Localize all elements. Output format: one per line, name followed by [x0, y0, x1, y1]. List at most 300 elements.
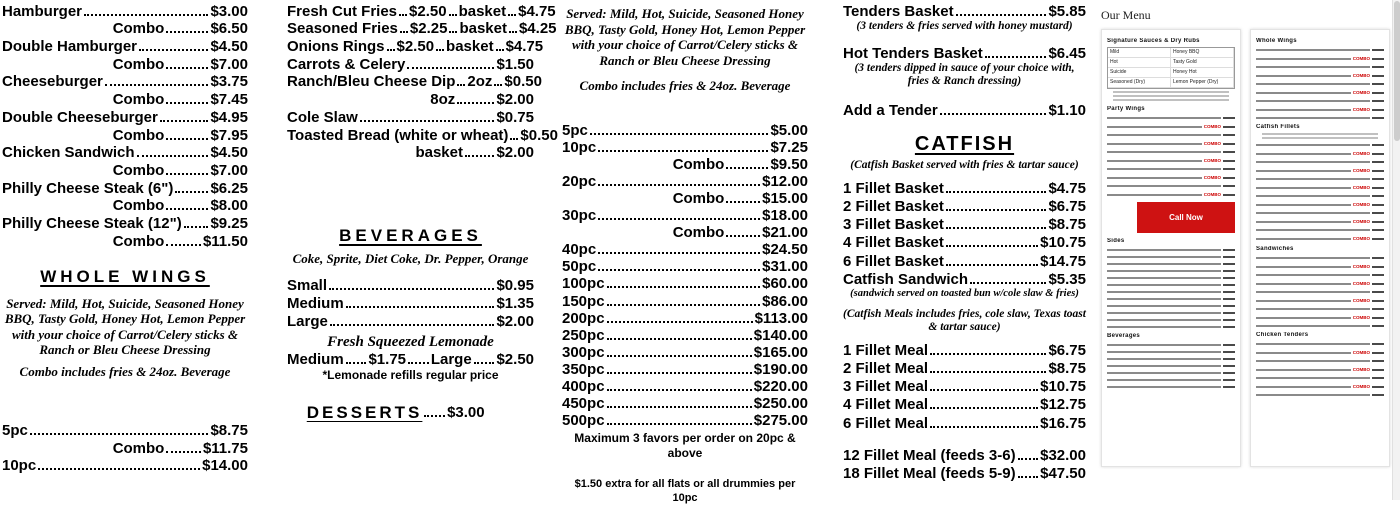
menu-row [415, 144, 534, 162]
dot-leader [930, 353, 1046, 355]
combo-label: COMBO [1352, 90, 1370, 95]
thumb-price-mark [1372, 343, 1384, 345]
item-price: $8.00 [210, 197, 248, 215]
dot-leader [436, 49, 444, 51]
thumb-text-line [1256, 170, 1351, 172]
thumb-text-line [1107, 351, 1221, 353]
thumb-menu-row [1256, 325, 1384, 327]
menu-row [843, 446, 1086, 464]
combo-label: COMBO [1352, 384, 1370, 389]
item-price: $0.50 [520, 126, 558, 144]
item-price: $6.45 [1048, 44, 1086, 62]
thumb-text-line [1256, 291, 1370, 293]
item-name: Hamburger [2, 2, 83, 20]
item-price: $10.75 [1040, 378, 1086, 396]
item-price: $3.75 [210, 73, 248, 91]
thumb-price-mark [1223, 344, 1235, 346]
thumb-price-mark [1223, 305, 1235, 307]
item-name: Fresh Cut Fries [287, 2, 398, 20]
thumb-text-line [1107, 249, 1221, 251]
thumb-menu-row [1107, 365, 1235, 367]
thumb-price-mark [1372, 144, 1384, 146]
menu-row [562, 361, 808, 378]
item-name: Philly Cheese Steak (12") [2, 214, 182, 232]
menu-row [113, 439, 248, 457]
combo-label: COMBO [1352, 281, 1370, 286]
thumb-menu-row [1107, 175, 1235, 180]
dot-leader [346, 362, 367, 364]
dot-leader [598, 150, 768, 152]
menu-row [2, 2, 248, 20]
item-name: Large [430, 351, 472, 369]
dot-leader [166, 67, 208, 69]
thumb-menu-row [1256, 56, 1384, 61]
item-price: $4.50 [210, 144, 248, 162]
thumb-note-line [1262, 137, 1378, 139]
menu-row [843, 179, 1086, 197]
thumb-menu-row [1107, 351, 1235, 353]
thumb-text-line [1107, 270, 1221, 272]
item-name: 100pc [562, 275, 605, 293]
combo-label: COMBO [1352, 219, 1370, 224]
thumb-menu-row [1256, 229, 1384, 231]
thumb-menu-row [1107, 158, 1235, 163]
thumb-text-line [1256, 58, 1351, 60]
item-price: $6.50 [210, 20, 248, 38]
item-name: 50pc [562, 258, 597, 276]
dot-leader [408, 362, 429, 364]
menu-row [287, 277, 534, 295]
item-name: Combo [112, 20, 165, 38]
thumb-section-title: Sides [1107, 238, 1125, 244]
thumb-text-line [1256, 204, 1351, 206]
item-price: $6.75 [1048, 197, 1086, 215]
thumb-price-mark [1372, 291, 1384, 293]
item-price: $0.75 [496, 108, 534, 126]
dot-leader [399, 14, 407, 16]
combo-label: COMBO [1203, 192, 1221, 197]
thumb-menu-row [1107, 151, 1235, 153]
thumb-text-line [1107, 126, 1202, 128]
thumb-price-mark [1372, 92, 1384, 94]
sauce-name: Hot [1108, 58, 1171, 68]
dot-leader [946, 245, 1038, 247]
item-price: $7.00 [210, 55, 248, 73]
thumb-menu-row [1256, 298, 1384, 303]
menu-note: Combo includes fries & 24oz. Beverage [19, 363, 231, 379]
thumb-price-mark [1372, 49, 1384, 51]
item-price: $12.00 [762, 172, 808, 190]
dot-leader [940, 113, 1047, 115]
thumb-menu-row [1256, 394, 1384, 396]
thumb-price-mark [1223, 386, 1235, 388]
combo-label: COMBO [1203, 124, 1221, 129]
thumb-price-mark [1223, 117, 1235, 119]
dot-leader [946, 209, 1047, 211]
item-name: Ranch/Bleu Cheese Dip [287, 73, 456, 91]
scrollbar[interactable] [1392, 0, 1400, 500]
thumb-text-line [1256, 83, 1370, 85]
thumb-text-line [1256, 274, 1370, 276]
dot-leader [726, 235, 760, 237]
menu-row [562, 395, 808, 412]
thumb-menu-row [1107, 249, 1235, 251]
item-name: 30pc [562, 207, 597, 225]
item-price: $4.25 [518, 20, 557, 38]
dot-leader [607, 321, 753, 323]
menu-thumbnail-page-2[interactable] [1250, 29, 1390, 467]
thumb-text-line [1107, 284, 1221, 286]
menu-row [673, 224, 808, 241]
thumb-section [1256, 332, 1384, 396]
dot-leader [175, 191, 208, 193]
thumb-menu-row [1256, 291, 1384, 293]
menu-row [113, 126, 248, 144]
dot-leader [930, 371, 1046, 373]
item-name: 1 Fillet Basket [843, 179, 944, 197]
combo-label: COMBO [1203, 158, 1221, 163]
thumb-text-line [1256, 109, 1351, 111]
thumb-menu-row [1256, 202, 1384, 207]
thumb-menu-row [1256, 117, 1384, 119]
dot-leader [137, 155, 209, 157]
dot-leader [946, 264, 1038, 266]
thumb-menu-row [1256, 195, 1384, 197]
item-name: 150pc [562, 292, 605, 310]
thumb-price-mark [1372, 204, 1384, 206]
item-name: 2 Fillet Basket [843, 197, 944, 215]
thumb-text-line [1256, 92, 1351, 94]
sauce-name: Seasoned (Dry) [1108, 78, 1171, 88]
item-name: 4 Fillet Meal [843, 396, 929, 414]
item-price: $4.75 [505, 38, 544, 56]
thumb-price-mark [1223, 134, 1235, 136]
thumb-text-line [1107, 312, 1221, 314]
menu-row [843, 197, 1086, 215]
item-price: $60.00 [762, 275, 808, 293]
dot-leader [166, 173, 208, 175]
dot-leader [607, 372, 752, 374]
dot-leader [166, 138, 208, 140]
thumb-price-mark [1223, 365, 1235, 367]
thumb-text-line [1256, 283, 1351, 285]
dot-leader [330, 324, 495, 326]
thumb-text-line [1256, 75, 1351, 77]
thumb-text-line [1256, 266, 1351, 268]
item-price: $165.00 [753, 343, 808, 361]
menu-row [843, 270, 1086, 288]
thumb-menu-row [1107, 305, 1235, 307]
thumb-price-mark [1372, 187, 1384, 189]
item-name: 3 Fillet Meal [843, 378, 929, 396]
item-price: $21.00 [762, 224, 808, 242]
item-name: Toasted Bread (white or wheat) [287, 126, 509, 144]
thumb-text-line [1107, 168, 1221, 170]
item-price: $10.75 [1040, 234, 1086, 252]
menu-row [287, 2, 556, 20]
dot-leader [407, 67, 494, 69]
item-price: $9.50 [770, 155, 808, 173]
menu-row [562, 275, 808, 292]
thumb-text-line [1107, 160, 1202, 162]
thumb-price-mark [1372, 386, 1384, 388]
thumb-menu-row [1107, 263, 1235, 265]
dot-leader [105, 84, 209, 86]
item-name: Combo [672, 155, 725, 173]
item-price: $7.95 [210, 126, 248, 144]
dot-leader [607, 406, 752, 408]
thumb-menu-row [1256, 144, 1384, 146]
dot-leader [387, 49, 395, 51]
item-name: Philly Cheese Steak (6") [2, 179, 174, 197]
thumb-menu-row [1107, 344, 1235, 346]
thumb-menu-row [1107, 141, 1235, 146]
thumb-text-line [1107, 263, 1221, 265]
thumb-text-line [1107, 291, 1221, 293]
thumb-menu-row [1107, 192, 1235, 197]
thumb-price-mark [1223, 194, 1235, 196]
thumb-price-mark [1223, 126, 1235, 128]
item-price: $3.00 [447, 404, 485, 422]
item-name: Small [287, 277, 328, 295]
item-price: $0.95 [496, 277, 534, 295]
thumb-section [1107, 38, 1235, 101]
thumb-price-mark [1372, 212, 1384, 214]
menu-note: Served: Mild, Hot, Suicide, Seasoned Honey BBQ, Tasty Gold, Honey Hot, Lemon Pepper with your choice of Carrot/Celery sticks & Ranch or Bleu Cheese Dressing [564, 6, 806, 68]
thumb-section-title: Chicken Tenders [1256, 332, 1309, 338]
menu-row [2, 144, 248, 162]
item-price: $6.25 [210, 179, 248, 197]
item-name: Hot Tenders Basket [843, 44, 983, 62]
item-price: $16.75 [1040, 414, 1086, 432]
thumb-menu-row [1256, 360, 1384, 362]
menu-row [843, 251, 1086, 269]
menu-row [562, 412, 808, 429]
item-price: $1.50 [496, 55, 534, 73]
thumb-section-title: Party Wings [1107, 106, 1145, 112]
item-name: 3 Fillet Basket [843, 216, 944, 234]
thumb-price-mark [1372, 75, 1384, 77]
dot-leader [424, 415, 445, 417]
thumb-price-mark [1372, 325, 1384, 327]
thumb-menu-row [1256, 90, 1384, 95]
section-header: WHOLE WINGS [40, 266, 210, 286]
thumb-text-line [1256, 352, 1351, 354]
item-price: 2oz [467, 73, 493, 91]
thumb-text-line [1107, 358, 1221, 360]
item-price: $7.45 [210, 91, 248, 109]
thumb-menu-row [1107, 117, 1235, 119]
item-price: $11.50 [202, 232, 248, 250]
dot-leader [449, 31, 457, 33]
thumb-menu-row [1107, 134, 1235, 136]
dot-leader [726, 167, 768, 169]
item-price: $1.10 [1048, 102, 1086, 120]
item-price: $4.75 [518, 2, 556, 20]
item-name: 10pc [2, 457, 37, 475]
thumb-price-mark [1223, 319, 1235, 321]
combo-label: COMBO [1352, 56, 1370, 61]
dot-leader [590, 133, 769, 135]
thumb-menu-row [1256, 236, 1384, 241]
menu-row [562, 258, 808, 275]
menu-row [843, 233, 1086, 251]
dot-leader [346, 306, 495, 308]
thumb-menu-row [1256, 66, 1384, 68]
item-name: 18 Fillet Meal (feeds 5-9) [843, 465, 1016, 482]
item-name: DESSERTS [306, 403, 423, 423]
thumb-menu-row [1256, 281, 1384, 286]
thumb-text-line [1256, 153, 1351, 155]
thumb-price-mark [1372, 317, 1384, 319]
thumb-menu-row [1107, 298, 1235, 300]
item-price: $275.00 [753, 412, 808, 430]
thumb-menu-row [1256, 100, 1384, 102]
dot-leader [457, 84, 465, 86]
item-name: Tenders Basket [843, 3, 954, 21]
thumb-text-line [1107, 319, 1221, 321]
thumb-menu-row [1107, 358, 1235, 360]
item-name: basket [446, 38, 494, 56]
combo-label: COMBO [1352, 367, 1370, 372]
menu-note: Coke, Sprite, Diet Coke, Dr. Pepper, Orange [292, 251, 529, 267]
thumb-price-mark [1372, 238, 1384, 240]
menu-row [113, 232, 248, 250]
thumb-menu-row [1107, 124, 1235, 129]
thumb-menu-row [1107, 185, 1235, 187]
dot-leader [166, 208, 208, 210]
menu-row [562, 122, 808, 139]
thumb-price-mark [1372, 229, 1384, 231]
item-name: Medium [287, 351, 344, 369]
item-price: $14.75 [1040, 252, 1086, 270]
item-price: $14.00 [202, 457, 248, 475]
item-price: $2.50 [409, 2, 447, 20]
menu-row [287, 294, 534, 312]
menu-row [2, 179, 248, 197]
dot-leader [607, 389, 752, 391]
item-name: Carrots & Celery [287, 55, 406, 73]
thumb-section [1107, 333, 1235, 388]
thumb-text-line [1256, 325, 1370, 327]
menu-row [843, 215, 1086, 233]
menu-row [843, 464, 1086, 482]
menu-column-sides-beverages-desserts [287, 0, 558, 423]
dot-leader [598, 184, 760, 186]
item-price: $4.50 [210, 38, 248, 56]
thumb-section [1256, 38, 1384, 119]
menu-row [430, 90, 534, 108]
menu-note: Combo includes fries & 24oz. Beverage [579, 78, 791, 93]
thumb-text-line [1256, 386, 1351, 388]
call-now-box: Call Now [1137, 202, 1235, 233]
combo-label: COMBO [1352, 236, 1370, 241]
item-name: Catfish Sandwich [843, 270, 969, 288]
thumb-price-mark [1223, 298, 1235, 300]
item-price: $2.00 [496, 91, 534, 109]
menu-row [2, 73, 248, 91]
dot-leader [449, 14, 457, 16]
item-name: 200pc [562, 309, 605, 327]
dot-leader [970, 282, 1046, 284]
item-price: $31.00 [762, 258, 808, 276]
item-price: $2.00 [496, 144, 534, 162]
thumb-text-line [1256, 178, 1370, 180]
dot-leader [607, 338, 752, 340]
item-name: Cheeseburger [2, 73, 103, 91]
thumb-text-line [1256, 343, 1370, 345]
item-price: $47.50 [1040, 465, 1086, 482]
menu-row [113, 197, 248, 215]
thumb-price-mark [1372, 257, 1384, 259]
dot-leader [329, 288, 494, 290]
thumb-price-mark [1372, 83, 1384, 85]
thumb-price-mark [1223, 263, 1235, 265]
thumb-text-line [1107, 326, 1221, 328]
thumb-note-line [1113, 95, 1229, 97]
item-price: $32.00 [1040, 446, 1086, 464]
scrollbar-thumb[interactable] [1394, 1, 1400, 141]
thumb-menu-row [1256, 350, 1384, 355]
dot-leader [956, 14, 1047, 16]
item-name: 450pc [562, 395, 605, 413]
dot-leader [166, 244, 201, 246]
thumb-text-line [1107, 298, 1221, 300]
thumb-text-line [1107, 194, 1202, 196]
thumb-menu-row [1256, 377, 1384, 379]
menu-thumbnail-page-1[interactable] [1101, 29, 1241, 467]
thumb-text-line [1256, 394, 1370, 396]
thumb-text-line [1107, 372, 1221, 374]
dot-leader [139, 49, 208, 51]
item-name: Combo [112, 439, 165, 457]
item-price: $250.00 [753, 395, 808, 413]
thumb-menu-row [1107, 312, 1235, 314]
thumb-price-mark [1223, 168, 1235, 170]
menu-row [287, 20, 557, 38]
thumb-menu-row [1256, 73, 1384, 78]
thumb-text-line [1256, 238, 1351, 240]
thumb-menu-row [1107, 284, 1235, 286]
dot-leader [30, 433, 209, 435]
thumb-section [1256, 124, 1384, 241]
item-name: 6 Fillet Meal [843, 414, 929, 432]
thumb-price-mark [1223, 256, 1235, 258]
thumb-price-mark [1372, 117, 1384, 119]
thumb-section-title: Catfish Fillets [1256, 124, 1300, 130]
item-name: Combo [672, 224, 725, 242]
menu-row [287, 108, 534, 126]
thumb-menu-row [1107, 319, 1235, 321]
item-name: Combo [112, 126, 165, 144]
item-name: basket [415, 144, 463, 162]
menu-row [287, 55, 534, 73]
dot-leader [360, 120, 495, 122]
menu-column-tenders-catfish [843, 0, 1086, 482]
item-name: 300pc [562, 343, 605, 361]
item-price: $5.85 [1048, 3, 1086, 21]
section-header: CATFISH [914, 133, 1015, 156]
item-price: $2.50 [496, 351, 535, 369]
thumb-text-line [1256, 221, 1351, 223]
thumb-note-line [1262, 133, 1378, 135]
thumb-price-mark [1223, 151, 1235, 153]
item-name: 40pc [562, 241, 597, 259]
thumb-price-mark [1223, 326, 1235, 328]
combo-label: COMBO [1203, 141, 1221, 146]
thumb-text-line [1256, 100, 1370, 102]
item-name: Large [287, 312, 328, 330]
